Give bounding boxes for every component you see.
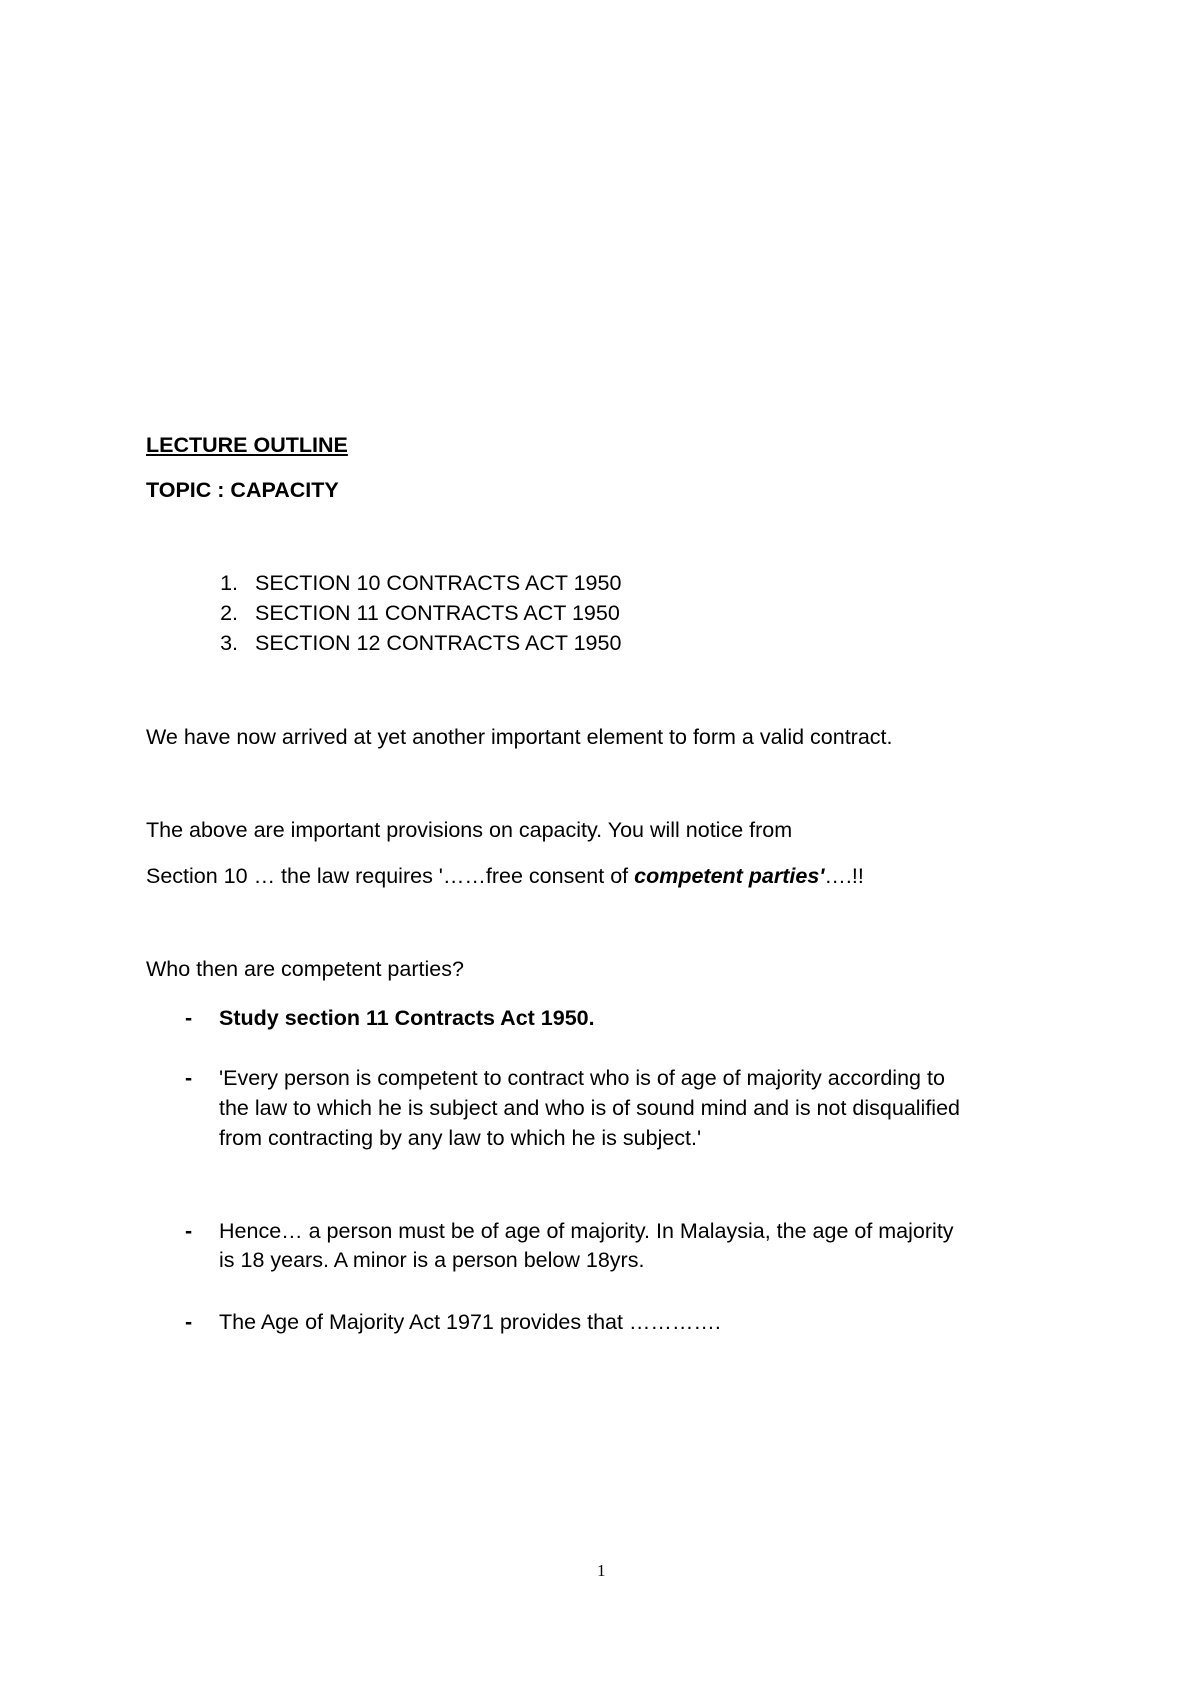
intro-paragraph: We have now arrived at yet another important element to form a valid contract. bbox=[146, 725, 893, 749]
bullet-text: Hence… a person must be of age of majority. In Malaysia, the age of majority bbox=[219, 1219, 954, 1243]
competent-parties-emphasis: competent parties' bbox=[634, 864, 825, 888]
list-item-number: 1. bbox=[220, 571, 238, 595]
section10-suffix: ….!! bbox=[824, 864, 864, 888]
list-item-number: 3. bbox=[220, 631, 238, 655]
lecture-outline-heading: LECTURE OUTLINE bbox=[146, 433, 348, 457]
bullet-marker: - bbox=[185, 1006, 193, 1030]
topic-heading: TOPIC : CAPACITY bbox=[146, 478, 339, 502]
section10-prefix: Section 10 … the law requires '……free consent of bbox=[146, 864, 635, 888]
bullet-text: The Age of Majority Act 1971 provides that …………. bbox=[219, 1310, 721, 1334]
page-number: 1 bbox=[597, 1561, 606, 1580]
bullet-marker: - bbox=[185, 1219, 193, 1243]
list-item-text: SECTION 10 CONTRACTS ACT 1950 bbox=[255, 571, 622, 595]
question-line: Who then are competent parties? bbox=[146, 957, 464, 981]
list-item-text: SECTION 12 CONTRACTS ACT 1950 bbox=[255, 631, 622, 655]
list-item-number: 2. bbox=[220, 601, 238, 625]
bullet-text: the law to which he is subject and who is of sound mind and is not disqualified bbox=[219, 1096, 960, 1120]
bullet-text: Study section 11 Contracts Act 1950. bbox=[219, 1006, 595, 1030]
bullet-text: from contracting by any law to which he is subject.' bbox=[219, 1126, 702, 1150]
bullet-marker: - bbox=[185, 1066, 193, 1090]
capacity-paragraph: The above are important provisions on capacity. You will notice from bbox=[146, 818, 793, 842]
bullet-text: 'Every person is competent to contract who is of age of majority according to bbox=[219, 1066, 945, 1090]
section10-paragraph bbox=[146, 862, 864, 890]
bullet-marker: - bbox=[185, 1310, 193, 1334]
bullet-text: is 18 years. A minor is a person below 18yrs. bbox=[219, 1248, 645, 1272]
list-item-text: SECTION 11 CONTRACTS ACT 1950 bbox=[255, 601, 620, 625]
